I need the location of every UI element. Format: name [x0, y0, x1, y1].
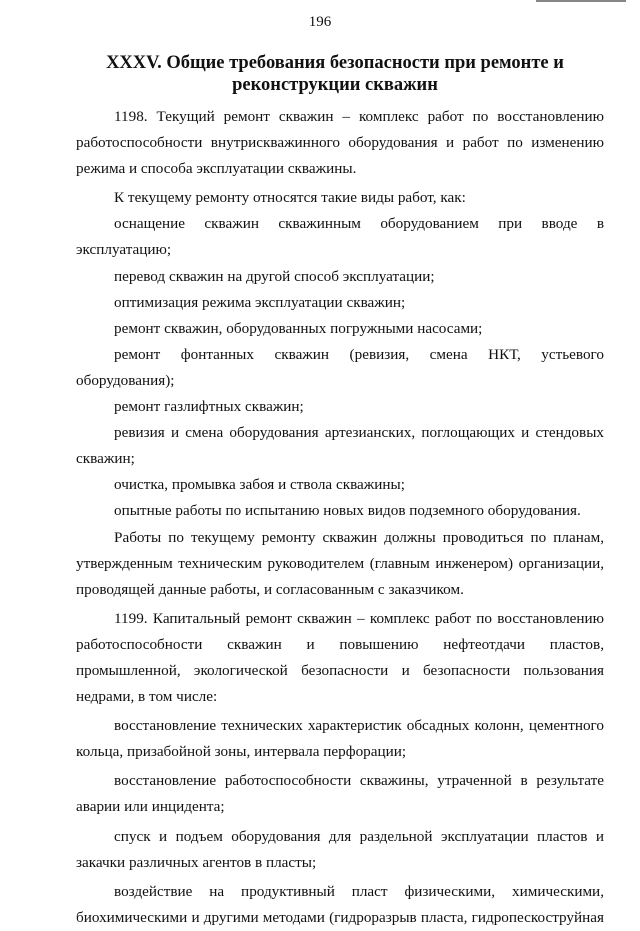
list-item: очистка, промывка забоя и ствола скважины; — [114, 476, 405, 494]
list-item: воздействие на продуктивный пласт физическими, химическими, биохимическими и другими методами (гидроразрыв пласта, гидропескоструйная — [76, 882, 604, 926]
paragraph-plans: Работы по текущему ремонту скважин должны проводиться по планам, утвержденным техническим руководителем (главным инженером) организации, проводящей данные работы, и согласованным с заказчиком. — [76, 528, 604, 598]
scan-edge-mark — [536, 0, 626, 2]
paragraph-1199: 1199. Капитальный ремонт скважин – комплекс работ по восстановлению работоспособности скважин и повышению нефтеотдачи пластов, промышленной, экологической безопасности и безопасности пользования недрами, в том числе: — [76, 609, 604, 706]
section-title-line-2: реконструкции скважин — [232, 75, 438, 95]
list-item: опытные работы по испытанию новых видов подземного оборудования. — [114, 502, 581, 520]
list-item: оснащение скважин скважинным оборудованием при вводе в эксплуатацию; — [76, 215, 604, 259]
section-title — [70, 52, 600, 96]
section-title-line-1: XXXV. Общие требования безопасности при ремонте и — [106, 53, 564, 73]
list-item: ремонт скважин, оборудованных погружными насосами; — [114, 319, 483, 337]
body-text — [76, 104, 604, 931]
list-item: спуск и подъем оборудования для раздельной эксплуатации пластов и закачки различных агентов в пласты; — [76, 827, 604, 871]
list-item: восстановление технических характеристик обсадных колонн, цементного кольца, призабойной зоны, интервала перфорации; — [76, 717, 604, 761]
list-item: ремонт газлифтных скважин; — [114, 398, 304, 416]
list-item: оптимизация режима эксплуатации скважин; — [114, 293, 406, 311]
list-item: ремонт фонтанных скважин (ревизия, смена НКТ, устьевого оборудования); — [76, 345, 604, 389]
list-item: ревизия и смена оборудования артезианских, поглощающих и стендовых скважин; — [76, 424, 604, 468]
list-item: перевод скважин на другой способ эксплуатации; — [114, 267, 435, 285]
page-number: 196 — [308, 14, 332, 30]
paragraph-current-repair-intro: К текущему ремонту относятся такие виды работ, как: — [114, 189, 466, 207]
list-item: восстановление работоспособности скважины, утраченной в результате аварии или инцидента; — [76, 772, 604, 816]
paragraph-1198: 1198. Текущий ремонт скважин – комплекс работ по восстановлению работоспособности внутрискважинного оборудования и работ по изменению режима и способа эксплуатации скважины. — [76, 108, 604, 178]
